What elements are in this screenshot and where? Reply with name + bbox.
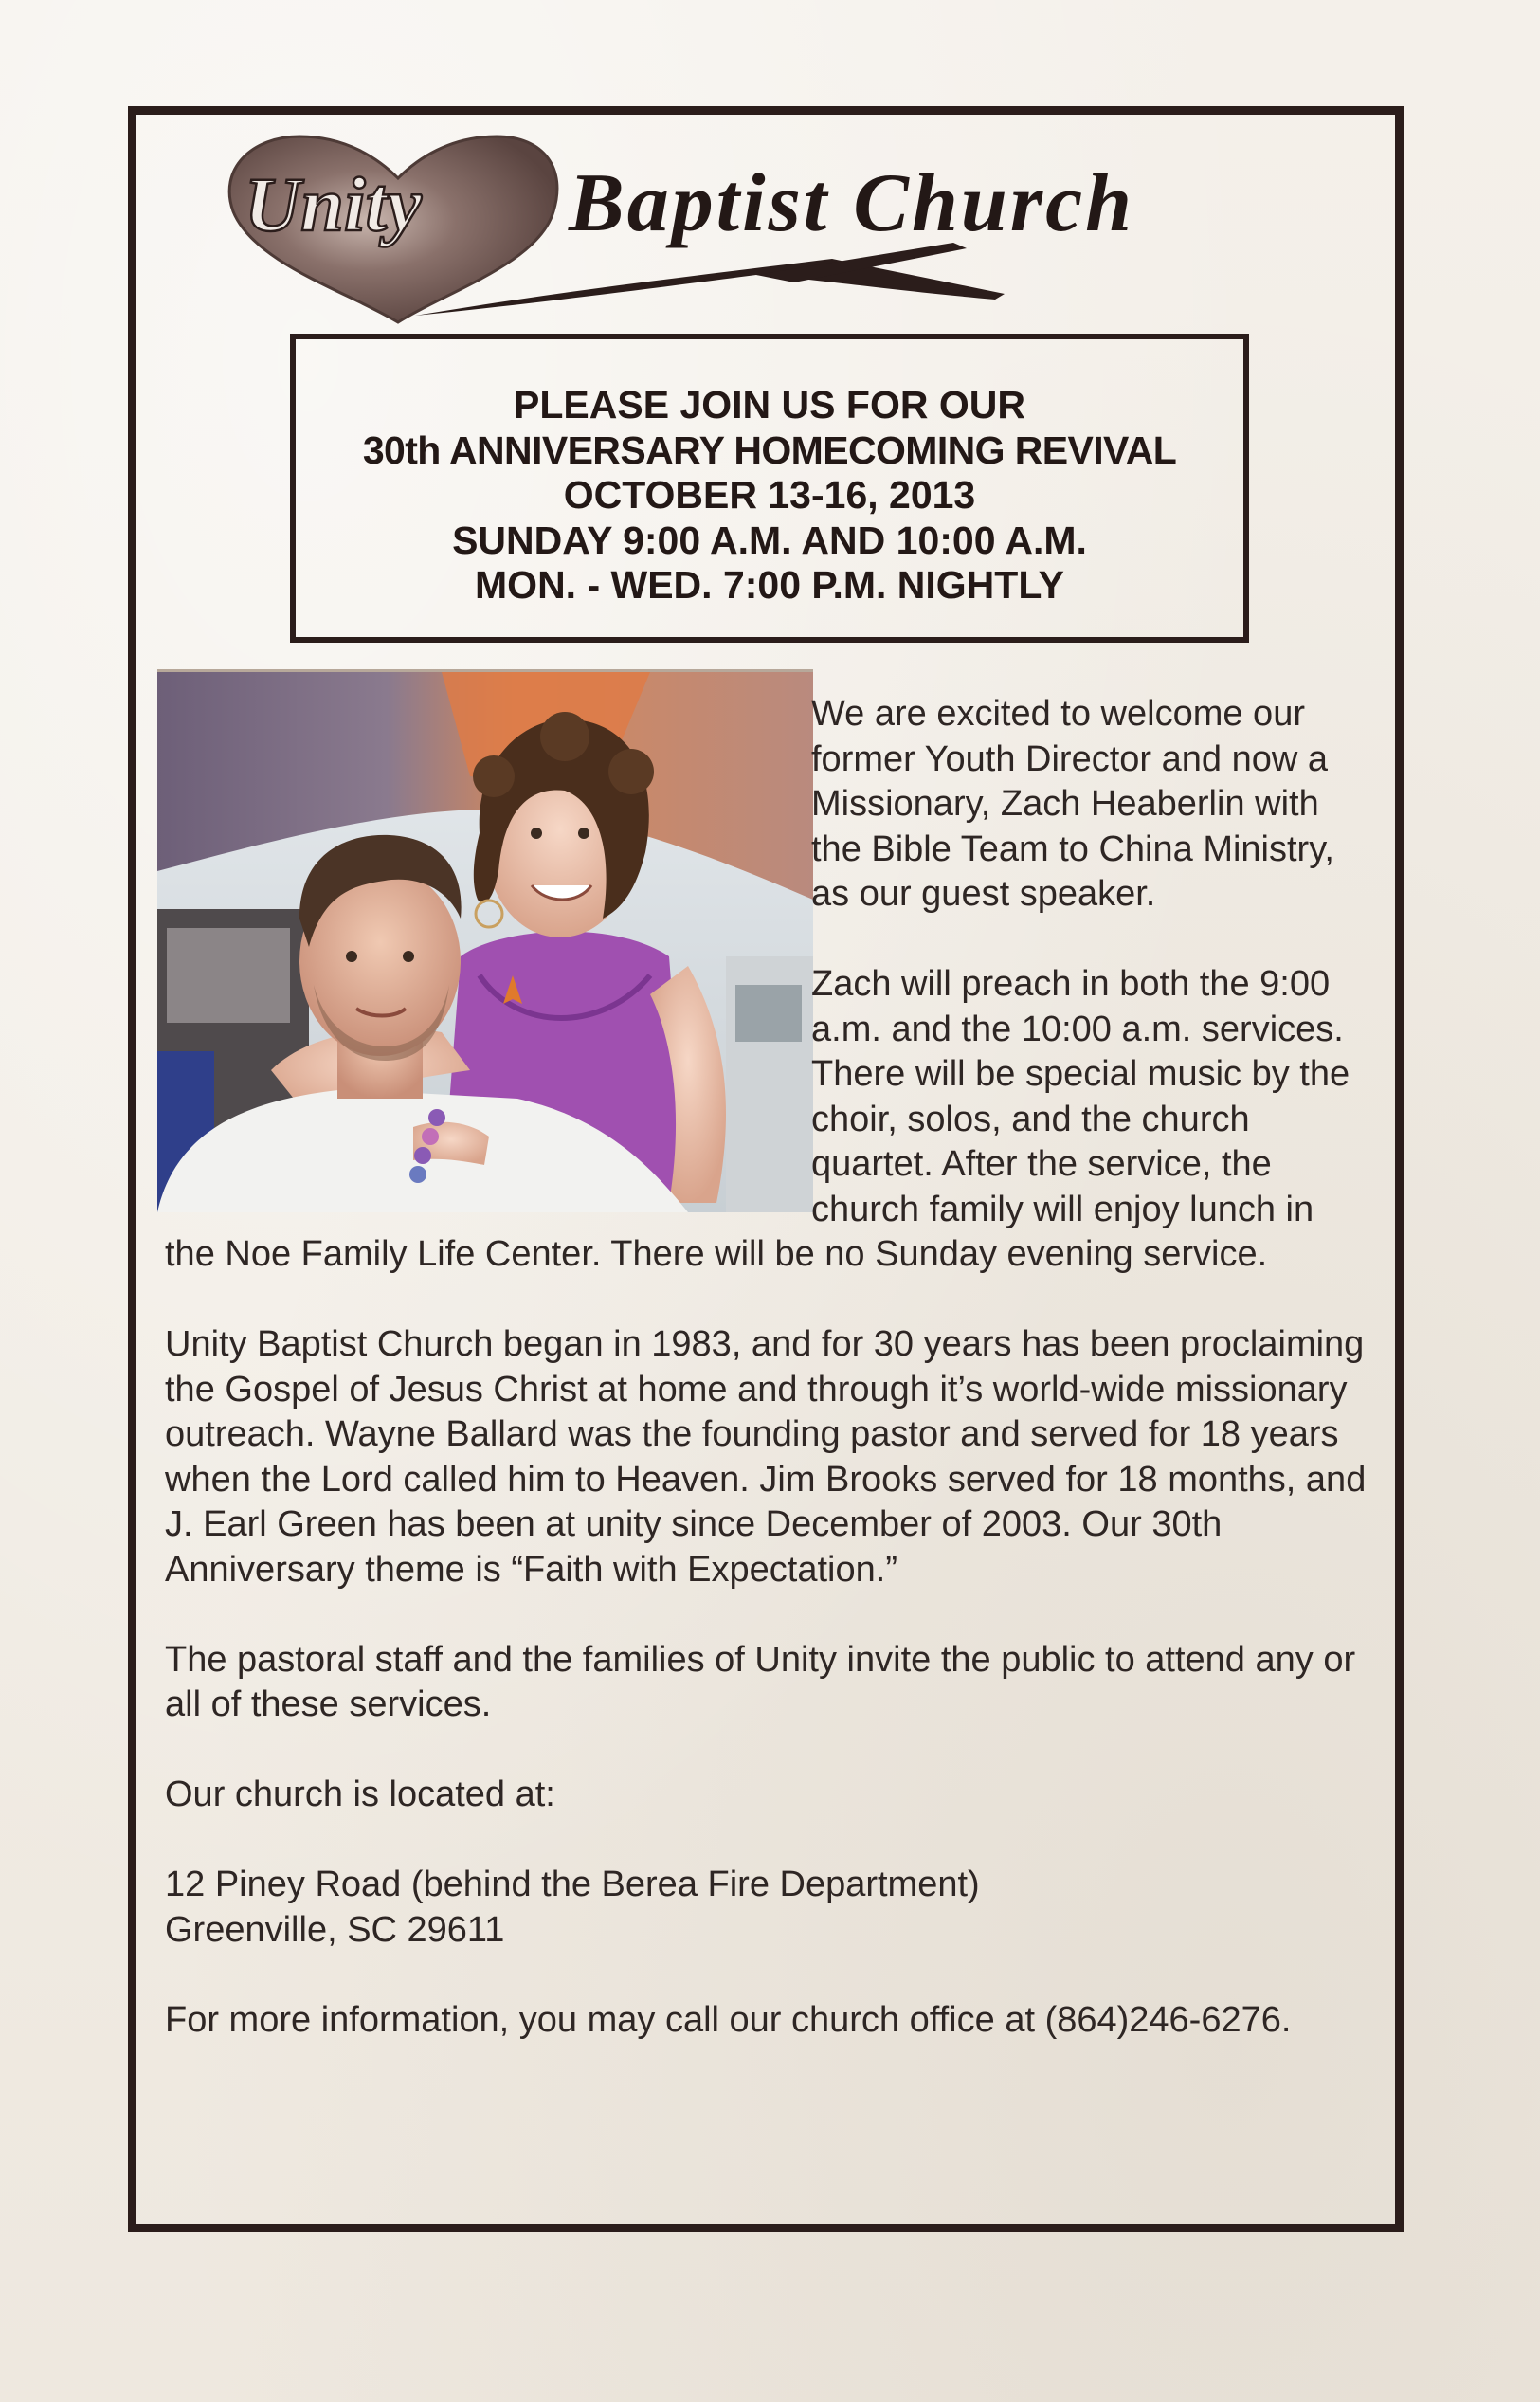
services-paragraph: Zach will preach in both the 9:00 a.m. and the 10:00 a.m. services. There will be special music by the choir, solos, and the church quartet. After the service, the church family will enjoy lunch in the Noe Family Life Center. There will be no Sunday evening service. xyxy=(165,964,1350,1274)
church-logo xyxy=(226,131,1344,335)
ribbon-icon xyxy=(415,259,1005,316)
history-paragraph: Unity Baptist Church began in 1983, and for 30 years has been proclaiming the Gospel of Jesus Christ at home and through it’s world-wide missionary outreach. Wayne Ballard was the founding pastor and served for 18 years when the Lord called him to Heaven. Jim Brooks served for 18 months, and J. Earl Green has been at unity since December of 2003. Our 30th Anniversary theme is “Faith with Expectation.” xyxy=(165,1324,1367,1590)
logo-unity-text: Unity xyxy=(245,161,422,247)
announcement-line: PLEASE JOIN US FOR OUR xyxy=(514,383,1025,427)
welcome-paragraph: We are excited to welcome our former Youth Director and now a Missionary, Zach Heaberlin with the Bible Team to China Ministry, as our guest speaker. xyxy=(811,694,1334,914)
announcement-box xyxy=(290,334,1249,643)
announcement-line: MON. - WED. 7:00 P.M. NIGHTLY xyxy=(475,563,1064,607)
location-intro: Our church is located at: xyxy=(165,1774,555,1814)
announcement-line: OCTOBER 13-16, 2013 xyxy=(563,473,976,517)
article-body xyxy=(165,692,1373,2088)
address-line-1: 12 Piney Road (behind the Berea Fire Department) xyxy=(165,1865,980,1904)
announcement-line: SUNDAY 9:00 A.M. AND 10:00 A.M. xyxy=(452,518,1087,562)
contact-paragraph: For more information, you may call our church office at (864)246-6276. xyxy=(165,1999,1292,2040)
invite-paragraph: The pastoral staff and the families of Unity invite the public to attend any or all of these services. xyxy=(165,1639,1356,1724)
announcement-line: 30th ANNIVERSARY HOMECOMING REVIVAL xyxy=(362,428,1177,472)
address-line-2: Greenville, SC 29611 xyxy=(165,1909,505,1950)
logo-church-name: Baptist Church xyxy=(569,157,1135,249)
